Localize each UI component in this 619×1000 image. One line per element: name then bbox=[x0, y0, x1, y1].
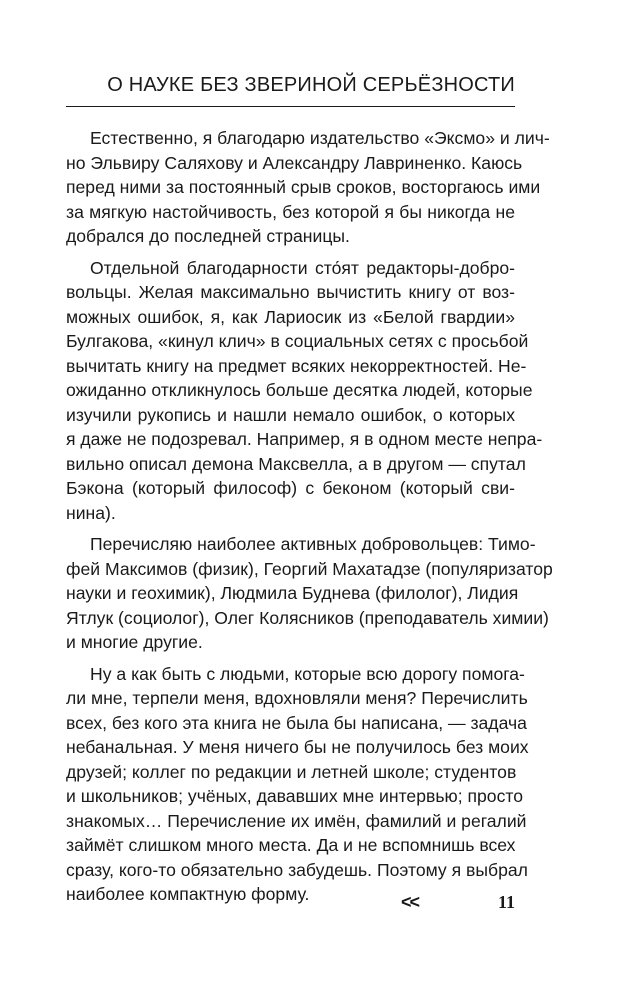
text-line: добрался до последней страницы. bbox=[66, 226, 350, 246]
text-line: Отдельной благодарности сто́ят редакторы-добро- bbox=[90, 257, 515, 278]
text-line: изучили рукопись и нашли немало ошибок, о которых bbox=[66, 404, 515, 425]
text-line: науки и геохимик), Людмила Буднева (филолог), Лидия bbox=[66, 583, 519, 603]
text-line: наиболее компактную форму. bbox=[66, 884, 310, 904]
header-rule bbox=[66, 106, 515, 107]
text-line: но Эльвиру Саляхову и Александру Лавриненко. Каюсь bbox=[66, 152, 523, 173]
text-line: Бэкона (который философ) с беконом (который сви- bbox=[66, 478, 515, 498]
page-number: 11 bbox=[497, 892, 515, 912]
text-line: ожиданно откликнулось больше десятка людей, которые bbox=[66, 380, 533, 400]
running-title: О НАУКЕ БЕЗ ЗВЕРИНОЙ СЕРЬЁЗНОСТИ bbox=[107, 74, 515, 96]
text-line: Ну а как быть с людьми, которые всю дорогу помога- bbox=[90, 663, 525, 684]
page-footer bbox=[66, 892, 515, 918]
previous-page-link[interactable]: << bbox=[401, 892, 419, 912]
text-line: я даже не подозревал. Например, я в одном месте непра- bbox=[66, 429, 543, 449]
text-line: Перечисляю наиболее активных добровольцев: Тимо- bbox=[90, 534, 536, 554]
text-line: нина). bbox=[66, 502, 116, 523]
text-line: небанальная. У меня ничего бы не получилось без моих bbox=[66, 737, 529, 757]
text-line: за мягкую настойчивость, без которой я бы никогда не bbox=[66, 201, 515, 222]
paragraph bbox=[66, 532, 553, 655]
paragraph bbox=[66, 126, 550, 249]
paragraph bbox=[66, 256, 543, 526]
text-line: вильно описал демона Максвелла, а в другом — спутал bbox=[66, 453, 526, 474]
text-line: сразу, кого-то обязательно забудешь. Поэтому я выбрал bbox=[66, 859, 528, 880]
text-line: перед ними за постоянный срыв сроков, восторгаюсь ими bbox=[66, 177, 541, 197]
text-line: фей Максимов (физик), Георгий Махатадзе (популяризатор bbox=[66, 558, 553, 579]
paragraph bbox=[66, 662, 529, 907]
text-line: и многие другие. bbox=[66, 632, 203, 652]
text-line: друзей; коллег по редакции и летней школе; студентов bbox=[66, 761, 517, 782]
text-line: Естественно, я благодарю издательство «Эксмо» и лич- bbox=[90, 128, 550, 148]
text-line: вычитать книгу на предмет всяких некорректностей. Не- bbox=[66, 355, 527, 376]
text-line: Ятлук (социолог), Олег Колясников (преподаватель химии) bbox=[66, 607, 549, 628]
main-text bbox=[66, 126, 553, 914]
text-line: займёт слишком много места. Да и не вспомнишь всех bbox=[66, 835, 516, 855]
text-line: можных ошибок, я, как Лариосик из «Белой гвардии» bbox=[66, 306, 515, 327]
text-line: и школьников; учёных, дававших мне интервью; просто bbox=[66, 786, 524, 806]
text-line: вольцы. Желая максимально вычистить книгу от воз- bbox=[66, 282, 515, 302]
text-line: ли мне, терпели меня, вдохновляли меня? Перечислить bbox=[66, 688, 528, 708]
text-line: Булгакова, «кинул клич» в социальных сетях с просьбой bbox=[66, 331, 529, 351]
text-line: всех, без кого эта книга не была бы написана, — задача bbox=[66, 712, 527, 733]
text-line: знакомых… Перечисление их имён, фамилий и регалий bbox=[66, 810, 527, 831]
